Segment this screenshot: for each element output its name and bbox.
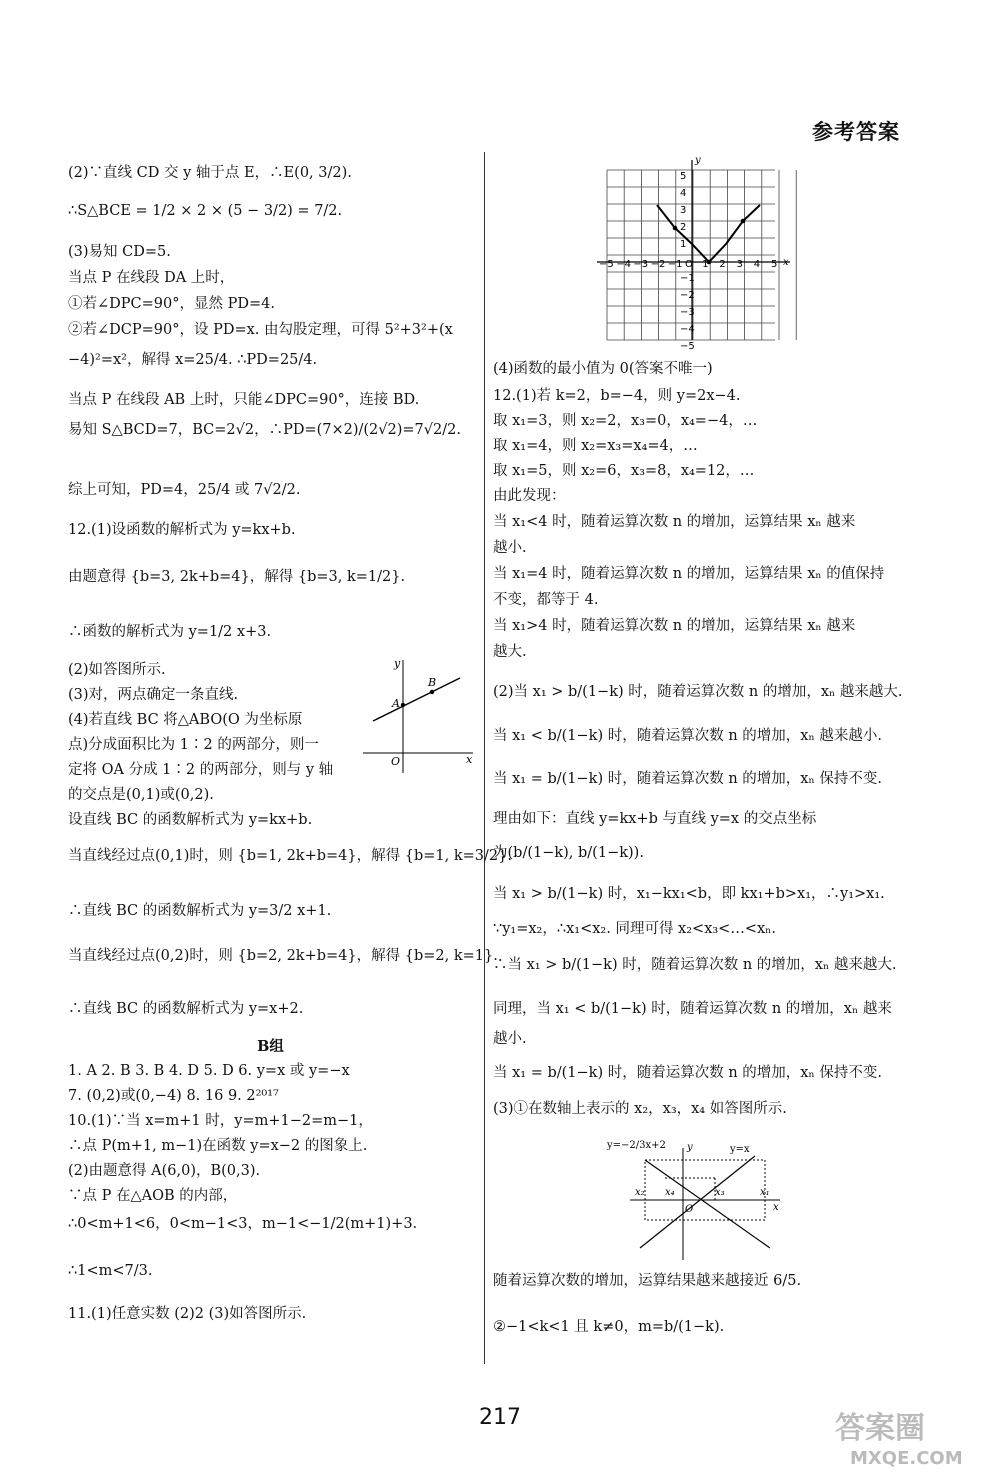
left-lines-text: ②若∠DCP=90°，设 PD=x. 由勾股定理，可得 5²+3²+(x <box>68 322 453 338</box>
grid-y-tick: 2 <box>680 222 687 233</box>
left-lines-text: ①若∠DPC=90°，显然 PD=4. <box>68 296 275 312</box>
line-fig-a: A <box>392 697 400 710</box>
right-lines-text: 越小. <box>493 540 527 556</box>
right-lines-text: ②−1<k<1 且 k≠0，m=b/(1−k). <box>493 1319 725 1335</box>
grid-y-label: y <box>695 155 701 166</box>
right-lines-text: 由此发现： <box>493 488 566 504</box>
right-lines-text: 随着运算次数的增加，运算结果越来越接近 6/5. <box>493 1273 802 1289</box>
left-lines-text: 由题意得 {b=3, 2k+b=4}，解得 {b=3, k=1/2}. <box>68 569 406 585</box>
left-lines-text: (2)由题意得 A(6,0)，B(0,3). <box>68 1163 261 1179</box>
grid-x-tick: 4 <box>753 259 761 270</box>
left-lines-text: (2)如答图所示. <box>68 662 166 678</box>
grid-y-tick: −5 <box>680 341 695 352</box>
left-lines-text: 12.(1)设函数的解析式为 y=kx+b. <box>68 522 296 538</box>
grid-y-tick: 1 <box>680 239 687 250</box>
right-lines-text: 当 x₁>4 时，随着运算次数 n 的增加，运算结果 xₙ 越来 <box>493 618 856 634</box>
numline-x3: x₃ <box>715 1187 725 1198</box>
left-lines-text: 当直线经过点(0,1)时，则 {b=1, 2k+b=4}，解得 {b=1, k=3/2}. <box>68 848 512 864</box>
right-lines-text: 理由如下：直线 y=kx+b 与直线 y=x 的交点坐标 <box>493 811 817 827</box>
left-lines-text: 定将 OA 分成 1∶2 的两部分，则与 y 轴 <box>68 762 334 778</box>
grid-x-tick: 2 <box>719 259 726 270</box>
right-lines-text: 当 x₁ < b/(1−k) 时，随着运算次数 n 的增加，xₙ 越来越小. <box>493 728 882 744</box>
left-lines-text: 综上可知，PD=4，25/4 或 7√2/2. <box>68 482 301 498</box>
left-lines-text: ∴0<m+1<6，0<m−1<3，m−1<−1/2(m+1)+3. <box>68 1216 418 1232</box>
right-lines-text: ∵y₁=x₂，∴x₁<x₂. 同理可得 x₂<x₃<…<xₙ. <box>493 921 777 937</box>
numline-y-label: y <box>687 1142 693 1153</box>
left-lines-text: 当点 P 在线段 AB 上时，只能∠DPC=90°，连接 BD. <box>68 392 420 408</box>
right-lines-text: 当 x₁ > b/(1−k) 时，x₁−kx₁<b，即 kx₁+b>x₁，∴y₁>x₁. <box>493 886 885 902</box>
right-lines-text: 取 x₁=5，则 x₂=6，x₃=8，x₄=12，… <box>493 463 755 479</box>
right-lines-text: 当 x₁ = b/(1−k) 时，随着运算次数 n 的增加，xₙ 保持不变. <box>493 771 882 787</box>
right-lines-text: (3)①在数轴上表示的 x₂，x₃，x₄ 如答图所示. <box>493 1101 787 1117</box>
line-fig-x: x <box>466 753 473 766</box>
right-lines-text: 越小. <box>493 1031 527 1047</box>
left-lines-text: (4)若直线 BC 将△ABO(O 为坐标原 <box>68 712 303 728</box>
numline-eq2: y=x <box>730 1144 750 1155</box>
grid-x-tick: 5 <box>771 259 778 270</box>
left-lines-text: ∴1<m<7/3. <box>68 1263 153 1279</box>
right-lines-text: ∴当 x₁ > b/(1−k) 时，随着运算次数 n 的增加，xₙ 越来越大. <box>493 957 897 973</box>
numline-o: O <box>685 1204 694 1215</box>
right-lines-text: 当 x₁ = b/(1−k) 时，随着运算次数 n 的增加，xₙ 保持不变. <box>493 1065 882 1081</box>
right-lines-text: 为(b/(1−k), b/(1−k)). <box>493 845 644 861</box>
left-lines-text: (2)∵直线 CD 交 y 轴于点 E，∴E(0, 3/2). <box>68 165 352 181</box>
left-lines-text: 当直线经过点(0,2)时，则 {b=2, 2k+b=4}，解得 {b=2, k=1}. <box>68 948 498 964</box>
left-lines-text: 易知 S△BCD=7，BC=2√2，∴PD=(7×2)/(2√2)=7√2/2. <box>68 422 461 438</box>
grid-x-tick: 1 <box>702 259 709 270</box>
grid-y-tick: −4 <box>680 324 695 335</box>
left-lines-text: ∵点 P 在△AOB 的内部， <box>68 1188 238 1204</box>
grid-x-tick: −5 <box>599 259 614 270</box>
numline-eq1: y=−2/3x+2 <box>607 1140 666 1151</box>
grid-x-label: x <box>783 257 789 268</box>
left-lines-text: ∴S△BCE = 1/2 × 2 × (5 − 3/2) = 7/2. <box>68 203 343 219</box>
grid-y-tick: −2 <box>680 290 695 301</box>
numline-x2: x₂ <box>635 1187 645 1198</box>
grid-x-tick: −1 <box>667 259 683 270</box>
left-lines-text: ∴直线 BC 的函数解析式为 y=3/2 x+1. <box>68 903 332 919</box>
right-lines-text: 12.(1)若 k=2，b=−4，则 y=2x−4. <box>493 388 741 404</box>
grid-y-tick: −3 <box>680 307 695 318</box>
grid-x-tick: O <box>685 259 693 270</box>
left-lines-text: ∴点 P(m+1, m−1)在函数 y=x−2 的图象上. <box>68 1138 368 1154</box>
left-lines-text: (3)易知 CD=5. <box>68 244 171 260</box>
right-lines-text: (4)函数的最小值为 0(答案不唯一) <box>493 361 713 377</box>
left-lines-text: 1. A 2. B 3. B 4. D 5. D 6. y=x 或 y=−x <box>68 1063 350 1079</box>
grid-x-tick: 3 <box>736 259 743 270</box>
svg-text:答案圈: 答案圈 <box>835 1411 925 1446</box>
left-lines-text: 7. (0,2)或(0,−4) 8. 16 9. 2²⁰¹⁷ <box>68 1088 279 1104</box>
watermark-logo <box>830 1400 980 1470</box>
right-lines-text: (2)当 x₁ > b/(1−k) 时，随着运算次数 n 的增加，xₙ 越来越大. <box>493 684 903 700</box>
left-lines-text: B组 <box>257 1038 284 1055</box>
numline-x-label: x <box>773 1202 779 1213</box>
line-fig-y: y <box>394 657 401 670</box>
left-lines-text: (3)对，两点确定一条直线. <box>68 687 239 703</box>
left-lines-text: 10.(1)∵当 x=m+1 时，y=m+1−2=m−1， <box>68 1113 373 1129</box>
left-lines-text: −4)²=x²，解得 x=25/4. ∴PD=25/4. <box>68 352 318 368</box>
line-ab-figure <box>358 655 478 775</box>
grid-y-tick: −1 <box>680 273 695 284</box>
right-lines-text: 当 x₁<4 时，随着运算次数 n 的增加，运算结果 xₙ 越来 <box>493 514 856 530</box>
left-lines-text: 点)分成面积比为 1∶2 的两部分，则一 <box>68 737 319 753</box>
grid-x-tick: −4 <box>616 259 631 270</box>
numline-x4: x₄ <box>665 1187 675 1198</box>
line-fig-b: B <box>428 676 437 689</box>
grid-x-tick: −3 <box>633 259 649 270</box>
right-lines-text: 取 x₁=3，则 x₂=2，x₃=0，x₄=−4，… <box>493 413 758 429</box>
number-line-figure <box>605 1138 785 1263</box>
page-number: 217 <box>479 1405 521 1430</box>
left-lines-text: 设直线 BC 的函数解析式为 y=kx+b. <box>68 812 313 828</box>
right-lines-text: 当 x₁=4 时，随着运算次数 n 的增加，运算结果 xₙ 的值保持 <box>493 566 885 582</box>
grid-x-tick: −2 <box>650 259 666 270</box>
left-lines-text: ∴函数的解析式为 y=1/2 x+3. <box>68 624 272 640</box>
left-lines-text: ∴直线 BC 的函数解析式为 y=x+2. <box>68 1001 304 1017</box>
grid-graph-figure <box>595 155 795 352</box>
left-lines-text: 11.(1)任意实数 (2)2 (3)如答图所示. <box>68 1306 307 1322</box>
line-fig-o: O <box>391 755 401 768</box>
svg-text:MXQE.COM: MXQE.COM <box>850 1448 963 1469</box>
right-lines-text: 越大. <box>493 644 527 660</box>
left-lines-text: 当点 P 在线段 DA 上时， <box>68 270 235 286</box>
grid-y-tick: 5 <box>680 171 687 182</box>
right-lines-text: 不变，都等于 4. <box>493 592 599 608</box>
numline-x1: x₁ <box>760 1187 770 1198</box>
grid-y-tick: 3 <box>680 205 687 216</box>
grid-y-tick: 4 <box>680 188 687 199</box>
right-lines-text: 取 x₁=4，则 x₂=x₃=x₄=4，… <box>493 438 698 454</box>
column-divider <box>484 152 485 1364</box>
left-lines-text: 的交点是(0,1)或(0,2). <box>68 787 214 803</box>
page-header-title: 参考答案 <box>812 120 900 144</box>
right-lines-text: 同理，当 x₁ < b/(1−k) 时，随着运算次数 n 的增加，xₙ 越来 <box>493 1001 892 1017</box>
